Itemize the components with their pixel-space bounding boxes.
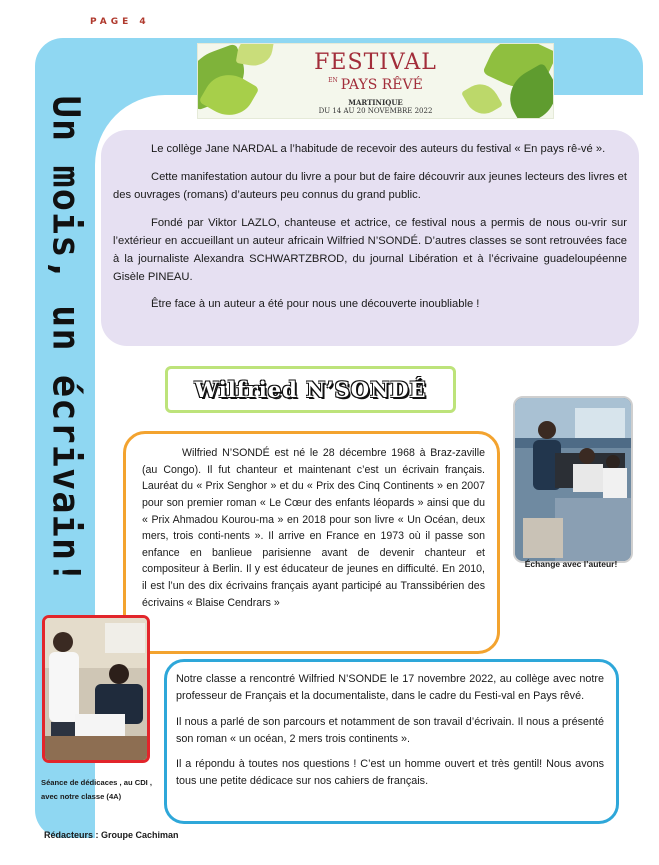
meeting-paragraph: Il a répondu à toutes nos questions ! C’est un homme ouvert et très gentil! Nous avons tous une petite dédicace sur nos cahiers de français. (176, 758, 604, 788)
banner-subtitle (198, 77, 553, 93)
intro-paragraph: Être face à un auteur a été pour nous une découverte inoubliable ! (151, 298, 480, 311)
page-number: PAGE 4 (90, 17, 150, 27)
footer-editors: Rédacteurs : Groupe Cachiman (44, 830, 179, 840)
vertical-title (40, 95, 92, 585)
dedication-photo (42, 615, 150, 763)
meeting-paragraph: Il nous a parlé de son parcours et notamment de son travail d’écrivain. Il nous a présenté son roman « un océan, 2 mers trois continents ». (176, 715, 604, 745)
photo-illustration (515, 398, 631, 561)
intro-paragraph: Fondé par Viktor LAZLO, chanteuse et actrice, ce festival nous a permis de nous ou-vrir sur l’extérieur en accueillant un auteur africain Wilfried N’SONDÉ. D’autres classes se sont retrouvées face à la journaliste Alexandra SCHWARTZBROD, du journal Libération et à l’écrivaine guadeloupéenne Gisèle PINEAU. (113, 216, 627, 283)
photo-right-caption: Échange avec l’auteur! (524, 559, 618, 569)
banner-pays-reve: PAYS RÊVÉ (340, 77, 423, 93)
intro-box (101, 130, 639, 346)
author-name: Wilfried N’SONDÉ (194, 377, 427, 402)
vertical-title-text: Un mois, un écrivain! (44, 95, 88, 585)
biography-box (123, 431, 500, 654)
author-exchange-photo (513, 396, 633, 563)
festival-banner (197, 43, 554, 119)
meeting-box (164, 659, 619, 824)
banner-location: MARTINIQUE (348, 98, 403, 107)
banner-en: EN (328, 77, 338, 84)
author-name-box (165, 366, 456, 413)
banner-dates: DU 14 AU 20 NOVEMBRE 2022 (318, 107, 433, 115)
banner-title: FESTIVAL (314, 50, 437, 75)
intro-paragraph: Le collège Jane NARDAL a l’habitude de recevoir des auteurs du festival « En pays rê-vé ». (151, 143, 606, 155)
photo-left-caption: Séance de dédicaces , au CDI , avec notre classe (4A) (41, 778, 153, 802)
meeting-paragraph: Notre classe a rencontré Wilfried N’SONDE le 17 novembre 2022, au collège avec notre professeur de Français et la documentaliste, dans le cadre du Festi-val en Pays rêvé. (176, 673, 604, 703)
photo-illustration (45, 618, 147, 760)
biography-text: Wilfried N’SONDÉ est né le 28 décembre 1968 à Braz-zaville (au Congo). Il fut chanteur et maintenant c’est un écrivain français. Lauréat du « Prix Senghor » et du « Prix des Cinq Continents » en 2007 pour son premier roman « Le Cœur des enfants léopards » ainsi que du « Prix Ahmadou Kourou-ma » en 2018 pour son livre « Un Océan, deux mers, trois conti-nents ». Il arrive en France en 1973 où il passe son enfance en banlieue parisienne avant de devenir chanteur et compositeur à Berlin. Il y est éducateur de jeunes en difficulté. En 2010, il est l’un des dix écrivains français ayant participé au Transsibérien des écrivains « Blaise Cendrars » (142, 447, 485, 609)
intro-paragraph: Cette manifestation autour du livre a pour but de faire découvrir aux jeunes lecteurs des livres et des ouvrages (romans) d’auteurs peu connus du grand public. (113, 170, 627, 201)
